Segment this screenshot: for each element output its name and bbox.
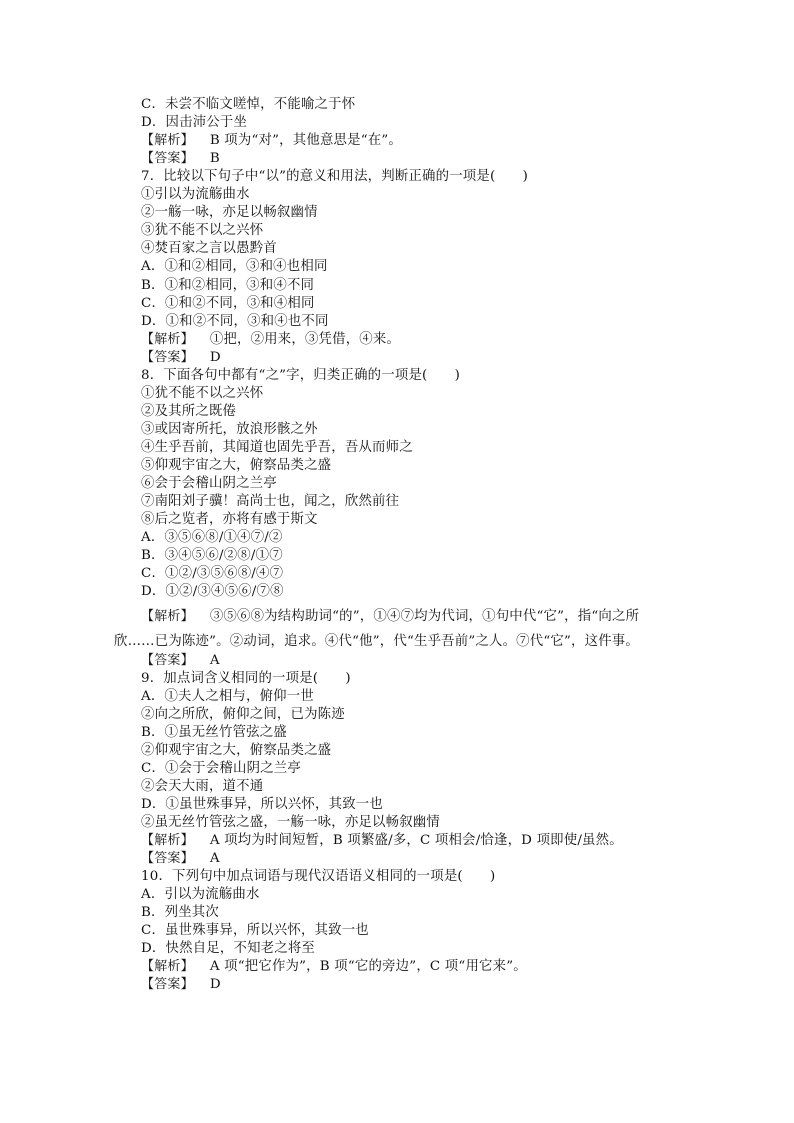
- line-text: C．虽世殊事异，所以兴怀，其致一也: [141, 923, 369, 939]
- line-text: 7．比较以下句子中“以”的意义和用法，判断正确的一项是( ): [141, 169, 529, 185]
- line-text: ②向之所欣，俯仰之间，已为陈迹: [141, 706, 345, 722]
- line-tag: 【解析】: [141, 133, 194, 149]
- question-line: [141, 204, 318, 222]
- answer-line: [141, 132, 402, 150]
- line-text: 9．加点词含义相同的一项是( ): [141, 670, 351, 686]
- line-tag: 【解析】: [141, 609, 194, 625]
- line-tag: 【解析】: [141, 331, 194, 347]
- answer-line: [141, 608, 639, 626]
- continuation-line: [114, 633, 639, 651]
- question-line: [141, 240, 277, 258]
- answer-line: [141, 976, 221, 994]
- line-text: ⑧后之览者，亦将有感于斯文: [141, 512, 318, 528]
- line-text: 8．下面各句中都有“之”字，归类正确的一项是( ): [141, 367, 461, 383]
- line-text: D．①和②不同，③和④也不同: [141, 313, 329, 329]
- line-text: ②虽无丝竹管弦之盛，一觞一咏，亦足以畅叙幽情: [141, 814, 440, 830]
- line-text: B．列坐其次: [141, 905, 219, 921]
- line-text: ⑥会于会稽山阴之兰亭: [141, 476, 277, 492]
- answer-line: [141, 850, 220, 868]
- line-text: ③⑤⑥⑧为结构助词“的”，①④⑦均为代词，①句中代“它”，指“向之所: [209, 609, 640, 625]
- line-text: A 项均为时间短暂，B 项繁盛/多，C 项相会/恰逢，D 项即使/虽然。: [209, 833, 623, 848]
- answer-line: [141, 652, 220, 670]
- line-text: A．①和②相同，③和④也相同: [141, 259, 328, 275]
- line-tag: 【答案】: [141, 851, 194, 867]
- question-line: [141, 421, 318, 439]
- line-text: ①把，②用来，③凭借，④来。: [209, 331, 401, 347]
- line-text: 10．下列句中加点词语与现代汉语语义相同的一项是( ): [141, 869, 496, 885]
- question-line: [141, 814, 440, 832]
- question-line: [141, 529, 283, 547]
- question-line: [141, 511, 318, 529]
- question-line: [141, 493, 399, 511]
- question-line: [141, 904, 219, 922]
- question-line: [141, 796, 383, 814]
- line-text: ⑦南阳刘子骥！高尚士也，闻之，欣然前往: [141, 494, 400, 510]
- line-text: D．快然自足，不知老之将至: [141, 941, 316, 957]
- line-tag: 【答案】: [141, 151, 194, 167]
- question-line: [141, 547, 283, 565]
- question-line: [141, 258, 328, 276]
- line-text: 欣……已为陈迹”。②动词，追求。④代“他”，代“生乎吾前”之人。⑦代“它”，这件事。: [114, 634, 639, 650]
- line-text: D: [209, 349, 221, 365]
- answer-line: [141, 832, 623, 850]
- question-line: [141, 313, 329, 331]
- line-text: B: [209, 151, 220, 167]
- answer-line: [141, 150, 220, 168]
- line-text: D．因击沛公于坐: [141, 115, 248, 131]
- line-text: ②及其所之既倦: [141, 403, 237, 419]
- question-line: [141, 277, 314, 295]
- question-line: [141, 940, 315, 958]
- line-text: A: [209, 851, 220, 867]
- line-text: ②一觞一咏，亦足以畅叙幽情: [141, 205, 318, 221]
- question-line: [141, 114, 247, 132]
- question-line: [141, 688, 314, 706]
- line-text: B．①虽无丝竹管弦之盛: [141, 724, 287, 740]
- question-line: [141, 922, 369, 940]
- line-text: B．①和②相同，③和④不同: [141, 277, 315, 293]
- question-line: [141, 403, 236, 421]
- line-text: ④焚百家之言以愚黔首: [141, 241, 277, 257]
- question-line: [141, 565, 283, 583]
- line-text: ⑤仰观宇宙之大，俯察品类之盛: [141, 458, 332, 473]
- question-line: [141, 439, 413, 457]
- question-line: [141, 222, 263, 240]
- line-text: A 项“把它作为”，B 项“它的旁边”，C 项“用它来”。: [209, 959, 527, 975]
- line-text: C．①会于会稽山阴之兰亭: [141, 760, 301, 776]
- question-line: [141, 367, 460, 385]
- line-text: ③或因寄所托，放浪形骸之外: [141, 421, 318, 437]
- line-text: A．①夫人之相与，俯仰一世: [141, 688, 314, 704]
- line-text: ①犹不能不以之兴怀: [141, 385, 264, 401]
- line-text: D: [209, 977, 221, 993]
- question-line: [141, 886, 260, 904]
- question-line: [141, 385, 263, 403]
- line-text: A．③⑤⑥⑧/①④⑦/②: [141, 530, 283, 546]
- line-tag: 【答案】: [141, 652, 194, 668]
- question-line: [141, 168, 528, 186]
- line-text: ②会天大雨，道不通: [141, 778, 264, 794]
- answer-line: [141, 958, 527, 976]
- line-tag: 【答案】: [141, 349, 194, 365]
- question-line: [141, 868, 495, 886]
- line-text: ①引以为流觞曲水: [141, 187, 250, 203]
- answer-line: [141, 331, 400, 349]
- question-line: [141, 706, 345, 724]
- question-line: [141, 186, 250, 204]
- line-tag: 【答案】: [141, 977, 194, 993]
- answer-line: [141, 349, 221, 367]
- line-text: B 项为“对”，其他意思是“在”。: [209, 133, 402, 149]
- line-text: ②仰观宇宙之大，俯察品类之盛: [141, 742, 332, 758]
- line-text: C．①②/③⑤⑥⑧/④⑦: [141, 566, 284, 582]
- line-text: B．③④⑤⑥/②⑧/①⑦: [141, 548, 283, 564]
- line-tag: 【解析】: [141, 833, 194, 848]
- question-line: [141, 96, 355, 114]
- line-text: ④生乎吾前，其闻道也固先乎吾，吾从而师之: [141, 439, 413, 455]
- line-text: ③犹不能不以之兴怀: [141, 223, 264, 239]
- question-line: [141, 742, 331, 760]
- line-text: A．引以为流觞曲水: [141, 887, 260, 903]
- question-line: [141, 670, 351, 688]
- question-line: [141, 457, 331, 475]
- line-text: C．未尝不临文嗟悼，不能喻之于怀: [141, 97, 356, 112]
- line-text: C．①和②不同，③和④相同: [141, 295, 315, 311]
- line-tag: 【解析】: [141, 959, 194, 975]
- line-text: A: [209, 652, 220, 668]
- line-text: D．①虽世殊事异，所以兴怀，其致一也: [141, 796, 383, 812]
- question-line: [141, 295, 315, 313]
- question-line: [141, 760, 301, 778]
- question-line: [141, 583, 284, 601]
- question-line: [141, 724, 287, 742]
- line-text: D．①②/③④⑤⑥/⑦⑧: [141, 584, 284, 600]
- question-line: [141, 778, 263, 796]
- question-line: [141, 475, 277, 493]
